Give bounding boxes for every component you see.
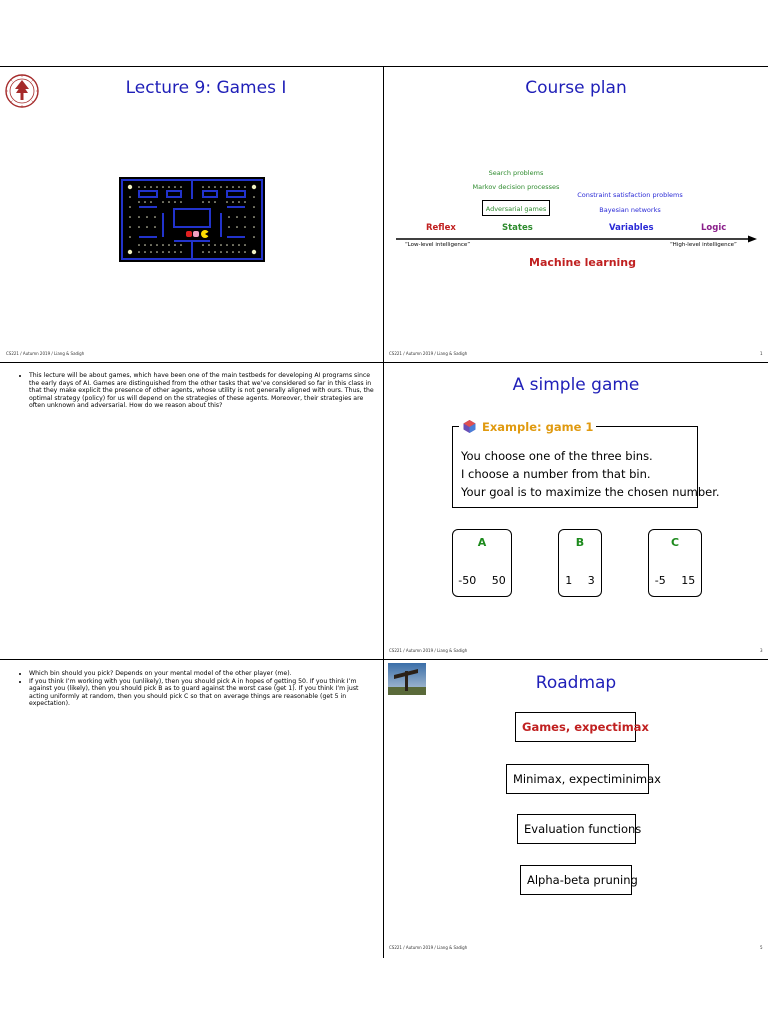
note-item: • Which bin should you pick? Depends on your mental model of the other player (me). xyxy=(29,670,375,678)
roadmap-item: Alpha-beta pruning xyxy=(520,865,632,895)
axis-label-variables: Variables xyxy=(609,223,654,233)
axis-label-logic: Logic xyxy=(701,223,727,233)
states-item-highlighted: Adversarial games xyxy=(482,200,550,216)
footer-text: CS221 / Autumn 2019 / Liang & Sadigh xyxy=(389,351,468,356)
bin-values: -50 50 xyxy=(458,574,506,587)
slide-title-text: A simple game xyxy=(512,375,640,395)
axis-label-states: States xyxy=(502,223,533,233)
bin-c xyxy=(648,529,702,597)
example-body xyxy=(461,447,720,501)
pacman-game-icon xyxy=(119,177,265,262)
page-number: 5 xyxy=(760,945,763,950)
divider-row1 xyxy=(0,362,768,363)
slide-title-text: Roadmap xyxy=(535,673,617,693)
bin-values: 1 3 xyxy=(565,574,595,587)
lecture-notes xyxy=(20,670,375,708)
roadmap-item: Evaluation functions xyxy=(517,814,636,844)
note-item: • This lecture will be about games, which have been one of the main testbeds for developing AI programs since the early days of AI. Games are distinguished from the other tasks that we’ve considered so far in this class in that they make explicit the presence of other agents, whose utility is not generally aligned with ours. Thus, the optimal strategy (policy) for us will depend on the strategies of these agents. Moreover, their strategies are often unknown and adversarial. How do we reason about this? xyxy=(29,372,375,410)
lecture-notes xyxy=(20,372,375,410)
footer-text: CS221 / Autumn 2019 / Liang & Sadigh xyxy=(389,648,468,653)
stanford-seal-icon xyxy=(5,73,39,109)
bin-name: B xyxy=(575,536,585,549)
variables-item: Constraint satisfaction problems xyxy=(577,191,683,199)
roadmap-item-current: Games, expectimax xyxy=(515,712,636,742)
roadmap-item: Minimax, expectiminimax xyxy=(506,764,649,794)
bin-b xyxy=(558,529,602,597)
example-box xyxy=(452,419,720,508)
bin-name: C xyxy=(670,536,680,549)
machine-learning-label: Machine learning xyxy=(529,256,636,269)
slide-title-text: Course plan xyxy=(525,78,627,98)
example-line: Your goal is to maximize the chosen number. xyxy=(461,485,720,499)
states-item: Search problems xyxy=(488,169,544,177)
axis-label-reflex: Reflex xyxy=(426,223,456,233)
divider-vertical xyxy=(383,66,384,958)
page-number: 3 xyxy=(760,648,763,653)
bin-a xyxy=(452,529,512,597)
example-title: Example: game 1 xyxy=(482,419,594,434)
example-line: You choose one of the three bins. xyxy=(461,449,653,463)
variables-item: Bayesian networks xyxy=(599,206,661,214)
divider-row2 xyxy=(0,659,768,660)
note-item: • If you think I’m working with you (unlikely), then you should pick A in hopes of getting 50. If you think I’m against you (likely), then you should pick B as to guard against the worst case (get 1). If you think I’m just acting uniformly at random, then you should pick C so that on average things are reasonable (get 5 in expectation). xyxy=(29,678,375,708)
bin-values: -5 15 xyxy=(654,574,696,587)
divider-top xyxy=(0,66,768,67)
example-dice-icon xyxy=(462,419,477,434)
bin-name: A xyxy=(477,536,487,549)
low-level-label: “Low-level intelligence” xyxy=(405,242,471,248)
footer-text: CS221 / Autumn 2019 / Liang & Sadigh xyxy=(6,351,85,356)
page-number: 1 xyxy=(760,351,763,356)
example-line: I choose a number from that bin. xyxy=(461,467,651,481)
footer-text: CS221 / Autumn 2019 / Liang & Sadigh xyxy=(389,945,468,950)
high-level-label: “High-level intelligence” xyxy=(670,242,737,248)
states-item: Markov decision processes xyxy=(472,183,560,191)
slide-title-text: Lecture 9: Games I xyxy=(125,78,287,98)
example-header xyxy=(459,419,596,434)
